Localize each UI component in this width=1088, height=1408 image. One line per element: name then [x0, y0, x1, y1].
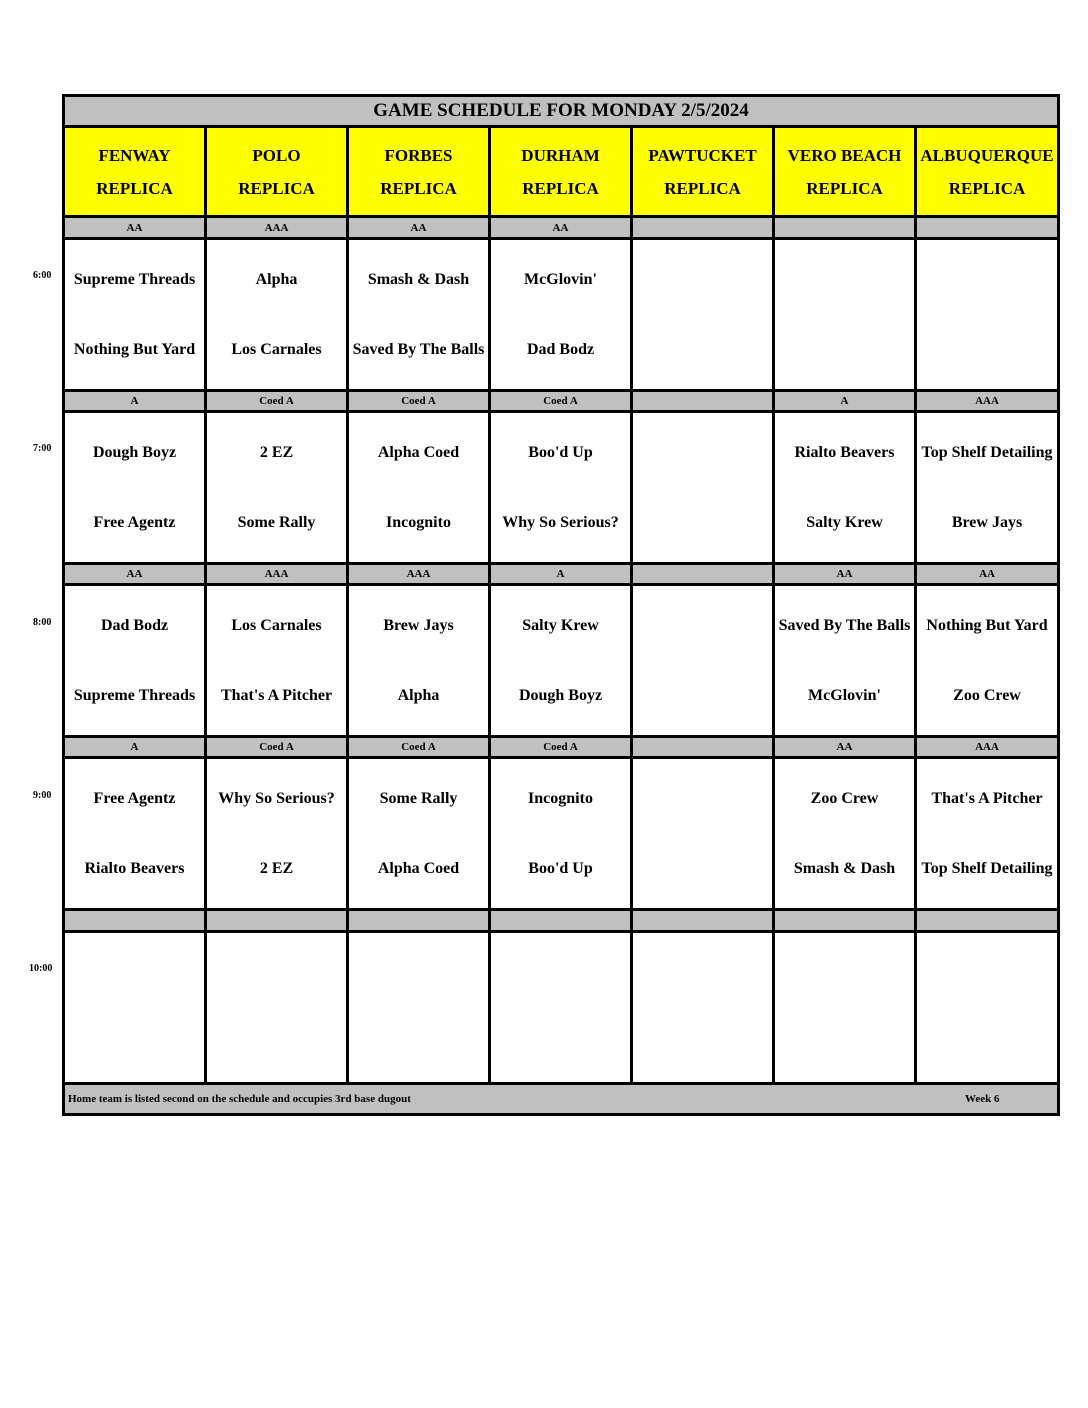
home-team: Rialto Beavers — [84, 860, 185, 877]
title-row — [64, 96, 1059, 127]
division-label: Coed A — [206, 391, 348, 412]
time-label: 8:00 — [33, 617, 52, 628]
division-label: AA — [64, 564, 206, 585]
away-team — [633, 591, 772, 661]
game-cell — [490, 932, 632, 1084]
field-name: FORBES — [384, 145, 453, 165]
away-team — [633, 764, 772, 834]
game-cell — [348, 758, 490, 910]
away-team — [349, 938, 488, 1008]
home-team: Brew Jays — [951, 514, 1023, 531]
time-label: 9:00 — [33, 790, 52, 801]
away-team: Nothing But Yard — [926, 617, 1048, 634]
away-team — [633, 418, 772, 488]
division-label: AAA — [916, 391, 1059, 412]
away-team — [633, 938, 772, 1008]
home-team: Free Agentz — [93, 514, 176, 531]
game-cell — [774, 412, 916, 564]
division-label: A — [774, 391, 916, 412]
home-team: That's A Pitcher — [220, 687, 333, 704]
game-cell — [774, 239, 916, 391]
away-team — [491, 938, 630, 1008]
field-name: DURHAM — [521, 145, 600, 165]
division-label — [64, 910, 206, 932]
division-row — [64, 564, 1059, 585]
home-team — [633, 834, 772, 904]
home-team: Some Rally — [237, 514, 316, 531]
game-cell — [348, 412, 490, 564]
week-label: Week 6 — [965, 1093, 1000, 1105]
game-cell — [632, 239, 774, 391]
game-cell — [490, 758, 632, 910]
away-team: Salty Krew — [522, 617, 599, 634]
division-label: AAA — [348, 564, 490, 585]
game-cell — [774, 932, 916, 1084]
away-team — [633, 245, 772, 315]
field-type: REPLICA — [664, 178, 741, 198]
away-team — [775, 245, 914, 315]
home-team: Los Carnales — [231, 341, 322, 358]
home-team — [65, 1008, 204, 1078]
game-cell — [206, 758, 348, 910]
field-header — [64, 127, 206, 217]
home-team — [633, 315, 772, 385]
game-cell — [490, 239, 632, 391]
game-cell — [206, 239, 348, 391]
game-cell — [916, 932, 1059, 1084]
schedule-body — [64, 96, 1059, 1115]
field-header — [490, 127, 632, 217]
footer-row — [64, 1084, 1059, 1115]
game-cell — [774, 758, 916, 910]
home-team: Supreme Threads — [73, 687, 196, 704]
field-header — [206, 127, 348, 217]
home-team — [633, 661, 772, 731]
game-cell — [632, 585, 774, 737]
away-team: Why So Serious? — [218, 790, 335, 807]
game-row — [64, 758, 1059, 910]
home-team — [633, 488, 772, 558]
game-cell — [64, 758, 206, 910]
division-label — [632, 217, 774, 239]
division-label — [490, 910, 632, 932]
game-cell — [632, 412, 774, 564]
game-cell — [916, 239, 1059, 391]
division-row — [64, 391, 1059, 412]
schedule-table — [62, 94, 1060, 1116]
game-cell — [64, 412, 206, 564]
division-label: A — [490, 564, 632, 585]
division-label: AA — [774, 564, 916, 585]
home-team — [207, 1008, 346, 1078]
game-cell — [206, 412, 348, 564]
away-team: Boo'd Up — [528, 444, 593, 461]
field-name: POLO — [252, 145, 301, 165]
away-team: Zoo Crew — [810, 790, 879, 807]
field-type: REPLICA — [948, 178, 1026, 198]
division-label — [206, 910, 348, 932]
away-team — [775, 938, 914, 1008]
away-team — [207, 938, 346, 1008]
division-label: AAA — [206, 564, 348, 585]
division-label — [916, 217, 1059, 239]
game-row — [64, 585, 1059, 737]
home-team: Smash & Dash — [793, 860, 896, 877]
away-team — [917, 245, 1057, 315]
field-type: REPLICA — [380, 178, 457, 198]
away-team: Some Rally — [379, 790, 458, 807]
division-label — [348, 910, 490, 932]
game-row — [64, 239, 1059, 391]
home-team: Saved By The Balls — [352, 341, 485, 358]
away-team: Supreme Threads — [73, 271, 196, 288]
field-type: REPLICA — [806, 178, 883, 198]
field-header — [774, 127, 916, 217]
field-header — [916, 127, 1059, 217]
division-label: AA — [774, 737, 916, 758]
division-label: AA — [916, 564, 1059, 585]
away-team: McGlovin' — [524, 271, 597, 288]
away-team: Dough Boyz — [92, 444, 177, 461]
division-label: Coed A — [490, 391, 632, 412]
home-team: Salty Krew — [806, 514, 883, 531]
game-cell — [490, 585, 632, 737]
home-team — [917, 315, 1057, 385]
division-label — [632, 737, 774, 758]
home-team: Alpha Coed — [377, 860, 460, 877]
field-name: ALBUQUERQUE — [920, 145, 1054, 165]
away-team: Rialto Beavers — [794, 444, 895, 461]
division-label: AAA — [206, 217, 348, 239]
division-label — [632, 391, 774, 412]
division-row — [64, 910, 1059, 932]
home-team — [633, 1008, 772, 1078]
game-cell — [64, 585, 206, 737]
home-team — [349, 1008, 488, 1078]
game-cell — [348, 932, 490, 1084]
field-header-row — [64, 127, 1059, 217]
away-team: Dad Bodz — [100, 617, 169, 634]
division-label — [632, 910, 774, 932]
away-team: Alpha — [255, 271, 298, 288]
field-type: REPLICA — [238, 178, 315, 198]
division-label — [632, 564, 774, 585]
game-cell — [916, 585, 1059, 737]
time-label: 7:00 — [33, 443, 52, 454]
field-name: VERO BEACH — [787, 145, 902, 165]
division-label — [916, 910, 1059, 932]
division-label: AAA — [916, 737, 1059, 758]
field-header — [348, 127, 490, 217]
game-cell — [916, 412, 1059, 564]
home-team: Dad Bodz — [526, 341, 595, 358]
division-label: A — [64, 737, 206, 758]
home-team: Dough Boyz — [518, 687, 603, 704]
away-team — [917, 938, 1057, 1008]
away-team: Top Shelf Detailing — [921, 444, 1053, 461]
game-cell — [206, 585, 348, 737]
division-label: Coed A — [206, 737, 348, 758]
away-team: Free Agentz — [93, 790, 176, 807]
time-label: 10:00 — [29, 963, 53, 974]
field-type: REPLICA — [522, 178, 599, 198]
division-label: AA — [490, 217, 632, 239]
away-team: Brew Jays — [383, 617, 454, 634]
home-team: Top Shelf Detailing — [921, 860, 1053, 877]
game-cell — [206, 932, 348, 1084]
game-cell — [490, 412, 632, 564]
footer-note: Home team is listed second on the schedule and occupies 3rd base dugout — [68, 1093, 411, 1105]
game-cell — [64, 932, 206, 1084]
time-label: 6:00 — [33, 270, 52, 281]
field-name: FENWAY — [98, 145, 171, 165]
home-team: 2 EZ — [259, 860, 294, 877]
division-row — [64, 217, 1059, 239]
home-team — [491, 1008, 630, 1078]
home-team: McGlovin' — [808, 687, 881, 704]
game-cell — [916, 758, 1059, 910]
home-team — [775, 315, 914, 385]
away-team: Incognito — [528, 790, 593, 807]
game-row — [64, 412, 1059, 564]
division-row — [64, 737, 1059, 758]
division-label — [774, 910, 916, 932]
division-label: A — [64, 391, 206, 412]
game-cell — [774, 585, 916, 737]
game-cell — [348, 585, 490, 737]
division-label: Coed A — [490, 737, 632, 758]
home-team: Why So Serious? — [502, 514, 619, 531]
division-label — [774, 217, 916, 239]
division-label: Coed A — [348, 391, 490, 412]
division-label: AA — [348, 217, 490, 239]
field-name: PAWTUCKET — [648, 145, 757, 165]
home-team: Incognito — [386, 514, 451, 531]
game-cell — [64, 239, 206, 391]
field-header — [632, 127, 774, 217]
game-row — [64, 932, 1059, 1084]
away-team: Los Carnales — [231, 617, 322, 634]
home-team: Boo'd Up — [528, 860, 593, 877]
schedule-title: GAME SCHEDULE FOR MONDAY 2/5/2024 — [64, 96, 1059, 127]
game-cell — [632, 758, 774, 910]
home-team — [917, 1008, 1057, 1078]
division-label: Coed A — [348, 737, 490, 758]
away-team: 2 EZ — [259, 444, 294, 461]
field-type: REPLICA — [96, 178, 173, 198]
home-team — [775, 1008, 914, 1078]
away-team: That's A Pitcher — [931, 790, 1043, 807]
home-team: Alpha — [397, 687, 440, 704]
game-cell — [632, 932, 774, 1084]
home-team: Nothing But Yard — [73, 341, 196, 358]
away-team: Smash & Dash — [367, 271, 470, 288]
game-cell — [348, 239, 490, 391]
home-team: Zoo Crew — [953, 687, 1021, 704]
away-team — [65, 938, 204, 1008]
division-label: AA — [64, 217, 206, 239]
away-team: Saved By The Balls — [778, 617, 911, 634]
away-team: Alpha Coed — [377, 444, 460, 461]
footer-cell — [64, 1084, 1059, 1115]
